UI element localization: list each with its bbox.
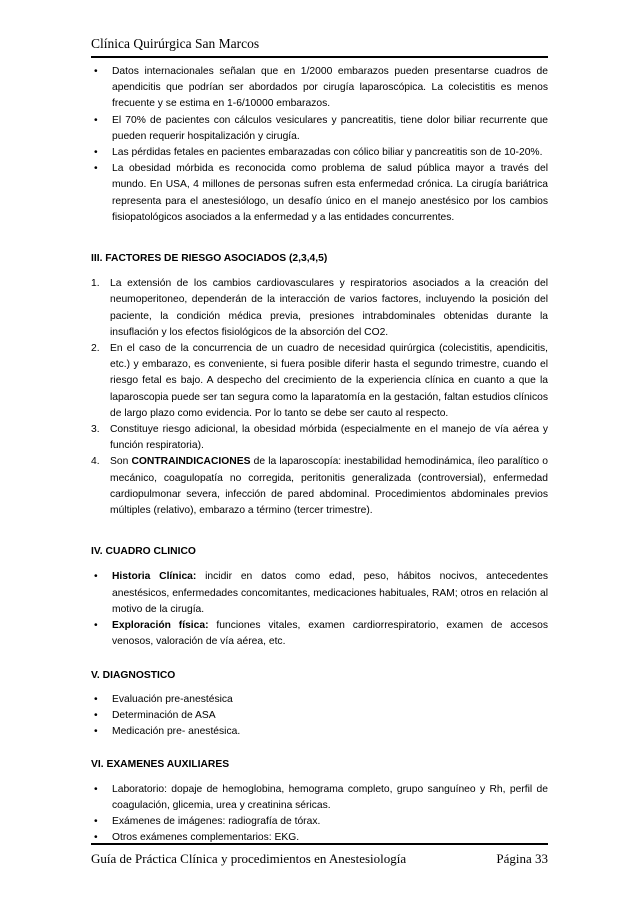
bullet-icon: • (94, 726, 98, 738)
clinical-picture-list (91, 569, 548, 650)
bullet-icon: • (94, 693, 98, 705)
auxiliary-exams-list (91, 782, 548, 847)
bullet-icon: • (94, 163, 98, 175)
section-heading-auxiliary-exams: VI. EXAMENES AUXILIARES (91, 759, 230, 771)
bullet-icon: • (94, 147, 98, 159)
list-item: • Determinación de ASA (91, 708, 548, 724)
list-item: • Laboratorio: dopaje de hemoglobina, hemograma completo, grupo sanguíneo y Rh, perfil de coagulación, glicemia, urea y creatinina séricas. (94, 783, 548, 811)
list-item: 3. Constituye riesgo adicional, la obesidad mórbida (especialmente en el manejo de vía aérea y función respiratoria). (91, 424, 548, 452)
bullet-icon: • (94, 114, 98, 126)
bullet-icon: • (94, 832, 98, 844)
section-heading-diagnosis: V. DIAGNOSTICO (91, 669, 176, 681)
list-item: • Exploración física: funciones vitales, examen cardiorrespiratorio, examen de accesos venosos, valoración de vía aérea, etc. (94, 620, 549, 648)
page-content (91, 64, 548, 846)
page-number: Página 33 (496, 851, 548, 866)
list-item: • Exámenes de imágenes: radiografía de tórax. (91, 814, 548, 830)
bullet-icon: • (94, 620, 98, 632)
list-item: • Medicación pre- anestésica. (91, 724, 548, 740)
bullet-icon: • (94, 815, 98, 827)
diagnosis-list (91, 692, 548, 741)
list-item: • La obesidad mórbida es reconocida como problema de salud pública mayor a través del mundo. En USA, 4 millones de personas sufren esta enfermedad crónica. La cirugía bariátrica representa para el anestesiólogo, un desafío único en el manejo anestésico por los cambios fisiopatológicos asociados a la enfermedad y a las entidades concurrentes. (94, 163, 548, 223)
list-item: 1. La extensión de los cambios cardiovasculares y respiratorios asociados a la creación del neumoperitoneo, dependerán de la interacción de varios factores, incluyendo la posición del paciente, la condición médica previa, presiones intrabdominales obtenidas durante la insuflación y los efectos fisiológicos de la absorción del CO2. (91, 278, 548, 338)
footer-guide-title: Guía de Práctica Clínica y procedimientos en Anestesiología (91, 851, 407, 866)
list-item: 4. Son CONTRAINDICACIONES de la laparoscopía: inestabilidad hemodinámica, íleo paralítico o mecánico, coagulopatía no corregida, peritonitis generalizada (controversial), enfermedad cardiopulmonar severa, infección de pared abdominal. Procedimientos abdominales previos múltiples (relativo), embarazo a término (tercer trimestre). (91, 456, 549, 517)
list-item: • Las pérdidas fetales en pacientes embarazadas con cólico biliar y pancreatitis son de 10-20%. (91, 145, 548, 161)
list-item: • Evaluación pre-anestésica (91, 692, 548, 708)
list-item: • El 70% de pacientes con cálculos vesiculares y pancreatitis, tiene dolor biliar recurrente que pueden requerir hospitalización y cirugía. (94, 114, 548, 142)
list-item: • Otros exámenes complementarios: EKG. (91, 830, 548, 846)
contraindications-label: CONTRAINDICACIONES (131, 456, 251, 468)
bullet-icon: • (94, 783, 98, 795)
bullet-icon: • (94, 709, 98, 721)
bullet-icon: • (94, 66, 98, 77)
list-item: • Historia Clínica: incidir en datos como edad, peso, hábitos nocivos, antecedentes anestésicos, enfermedades concomitantes, medicaciones habituales, RAM; otros en relación al motivo de la cirugía. (94, 571, 548, 615)
page-header (91, 36, 548, 58)
intro-bullet-list (91, 64, 548, 226)
risk-factors-list (91, 276, 548, 519)
header-title: Clínica Quirúrgica San Marcos (91, 36, 260, 51)
section-heading-clinical-picture: IV. CUADRO CLINICO (91, 546, 196, 558)
bullet-icon: • (94, 571, 98, 583)
list-item: 2. En el caso de la concurrencia de un cuadro de necesidad quirúrgica (colecistitis, apendicitis, etc.) y embarazo, es conveniente, si fuera posible diferir hasta el segundo trimestre, cuando el riesgo fetal es bajo. A despecho del crecimiento de la experiencia clínica en cuanto a que la laparoscopia puede ser tan segura como la laparatomía en la gestación, faltan estudios clínicos de largo plazo como evidencia. Por lo tanto se debe ser cauto al respecto. (91, 343, 548, 419)
section-heading-risk-factors: III. FACTORES DE RIESGO ASOCIADOS (2,3,4,5) (91, 253, 328, 265)
page-footer (91, 843, 548, 875)
list-item: • Datos internacionales señalan que en 1/2000 embarazos pueden presentarse cuadros de apendicitis que podrían ser abordados por cirugía laparoscópica. La colecistitis es menos frecuente y se estima en 1-6/10000 embarazos. (94, 66, 548, 110)
